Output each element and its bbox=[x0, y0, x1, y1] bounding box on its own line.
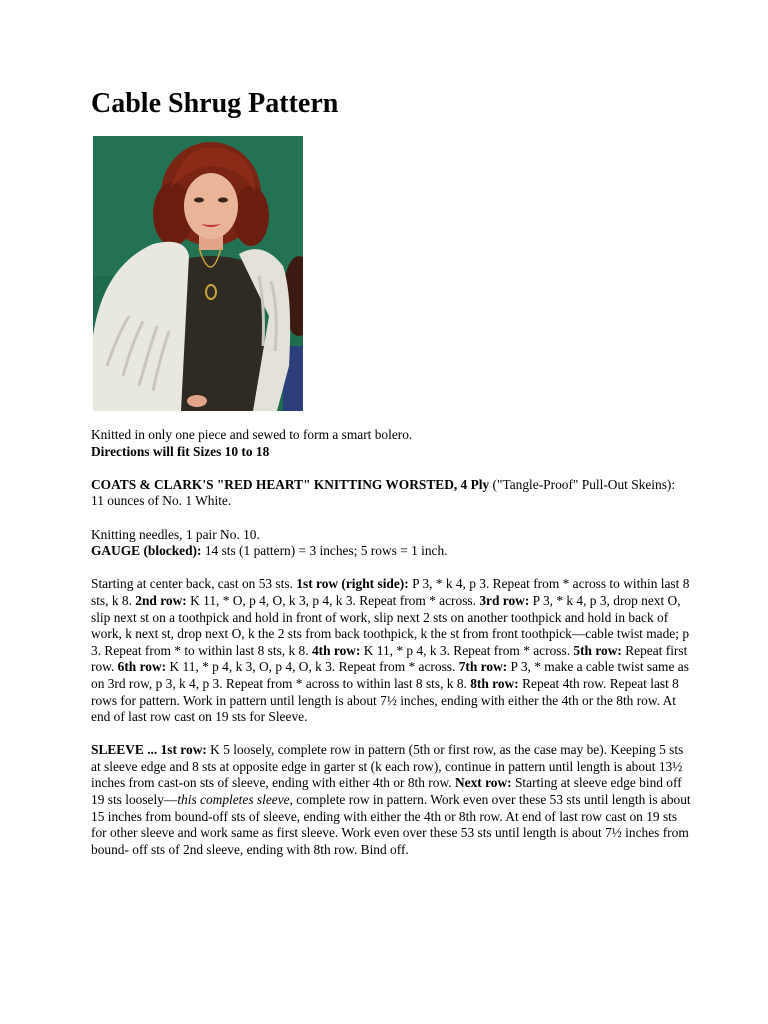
yarn-details: ("Tangle-Proof" Pull-Out Skeins): 11 ounces of No. 1 White. bbox=[91, 476, 676, 509]
row-4-text: K 11, * p 4, k 3. Repeat from * across. bbox=[360, 642, 574, 658]
intro-line: Knitted in only one piece and sewed to form a smart bolero. bbox=[91, 427, 413, 442]
gauge-label: GAUGE (blocked): bbox=[91, 543, 202, 559]
model-photo bbox=[93, 136, 303, 411]
row-5-text: Repeat first row. bbox=[91, 642, 688, 675]
size-line: Directions will fit Sizes 10 to 18 bbox=[91, 443, 270, 459]
row-8-text: Repeat 4th row. Repeat last 8 rows for pattern. Work in pattern until length is about 7½ inches, ending with either the 4th or the 8th row. At end of last row cast on 19 sts for Sleeve. bbox=[91, 675, 679, 725]
sleeve-italic: this completes sleeve, bbox=[177, 792, 293, 808]
row-8-label: 8th row: bbox=[470, 675, 519, 691]
row-5-label: 5th row: bbox=[573, 642, 622, 658]
next-row-label: Next row: bbox=[454, 775, 512, 791]
yarn-name: COATS & CLARK'S "RED HEART" KNITTING WORSTED, 4 Ply bbox=[91, 476, 490, 492]
row-2-label: 2nd row: bbox=[135, 592, 187, 608]
sleeve-instructions bbox=[91, 742, 691, 858]
needles-paragraph bbox=[91, 527, 691, 560]
sleeve-text-3: complete row in pattern. Work even over these 53 sts until length is about 15 inches from bound-off sts of sleeve, ending with either the 4th or 8th row. At end of last row cast on 19 sts for other sleeve and work same as first sleeve. Work even over these 53 sts until length is about 7½ inches from bound- off sts of 2nd sleeve, ending with 8th row. Bind off. bbox=[91, 792, 691, 857]
row-2-text: K 11, * O, p 4, O, k 3, p 4, k 3. Repeat from * across. bbox=[186, 592, 480, 608]
model-illustration bbox=[93, 136, 303, 411]
body-instructions bbox=[91, 576, 691, 725]
row-1-text: P 3, * k 4, p 3. Repeat from * across to within last 8 sts, k 8. bbox=[91, 576, 690, 608]
row-7-label: 7th row: bbox=[458, 659, 508, 675]
row-3-label: 3rd row: bbox=[479, 592, 530, 608]
needles-line: Knitting needles, 1 pair No. 10. bbox=[91, 526, 260, 542]
page-title: Cable Shrug Pattern bbox=[91, 88, 339, 119]
row-7-text: P 3, * make a cable twist same as on 3rd row, p 3, k 4, p 3. Repeat from * across to within last 8 sts, k 8. bbox=[91, 659, 689, 691]
row-4-label: 4th row: bbox=[311, 642, 361, 658]
row-3-text: P 3, * k 4, p 3, drop next O, slip next st on a toothpick and hold in front of work, slip next 2 sts on another toothpick and hold in back of work, k next st, drop next O, k the 2 sts from back toothpick, k the st from front toothpick—cable twist made; p 3. Repeat from * to within last 8 sts, k 8. bbox=[91, 592, 690, 658]
row-6-text: K 11, * p 4, k 3, O, p 4, O, k 3. Repeat from * across. bbox=[166, 659, 459, 675]
row-6-label: 6th row: bbox=[117, 659, 167, 675]
pattern-text bbox=[91, 427, 691, 875]
sleeve-label: SLEEVE ... 1st row: bbox=[91, 742, 207, 758]
row-1-label: 1st row (right side): bbox=[296, 576, 409, 592]
yarn-paragraph bbox=[91, 477, 691, 510]
sleeve-text-1: K 5 loosely, complete row in pattern (5th or first row, as the case may be). Keeping 5 sts at sleeve edge and 8 sts at opposite edge in garter st (k each row), continue in pattern until length is about 13½ inches from cast-on sts of sleeve, ending with either 4th or 8th row. bbox=[91, 742, 684, 791]
body-intro: Starting at center back, cast on 53 sts. bbox=[91, 576, 297, 592]
intro-paragraph bbox=[91, 427, 691, 460]
gauge-text: 14 sts (1 pattern) = 3 inches; 5 rows = 1 inch. bbox=[201, 543, 448, 559]
sleeve-text-2: Starting at sleeve edge bind off 19 sts loosely— bbox=[91, 775, 682, 808]
